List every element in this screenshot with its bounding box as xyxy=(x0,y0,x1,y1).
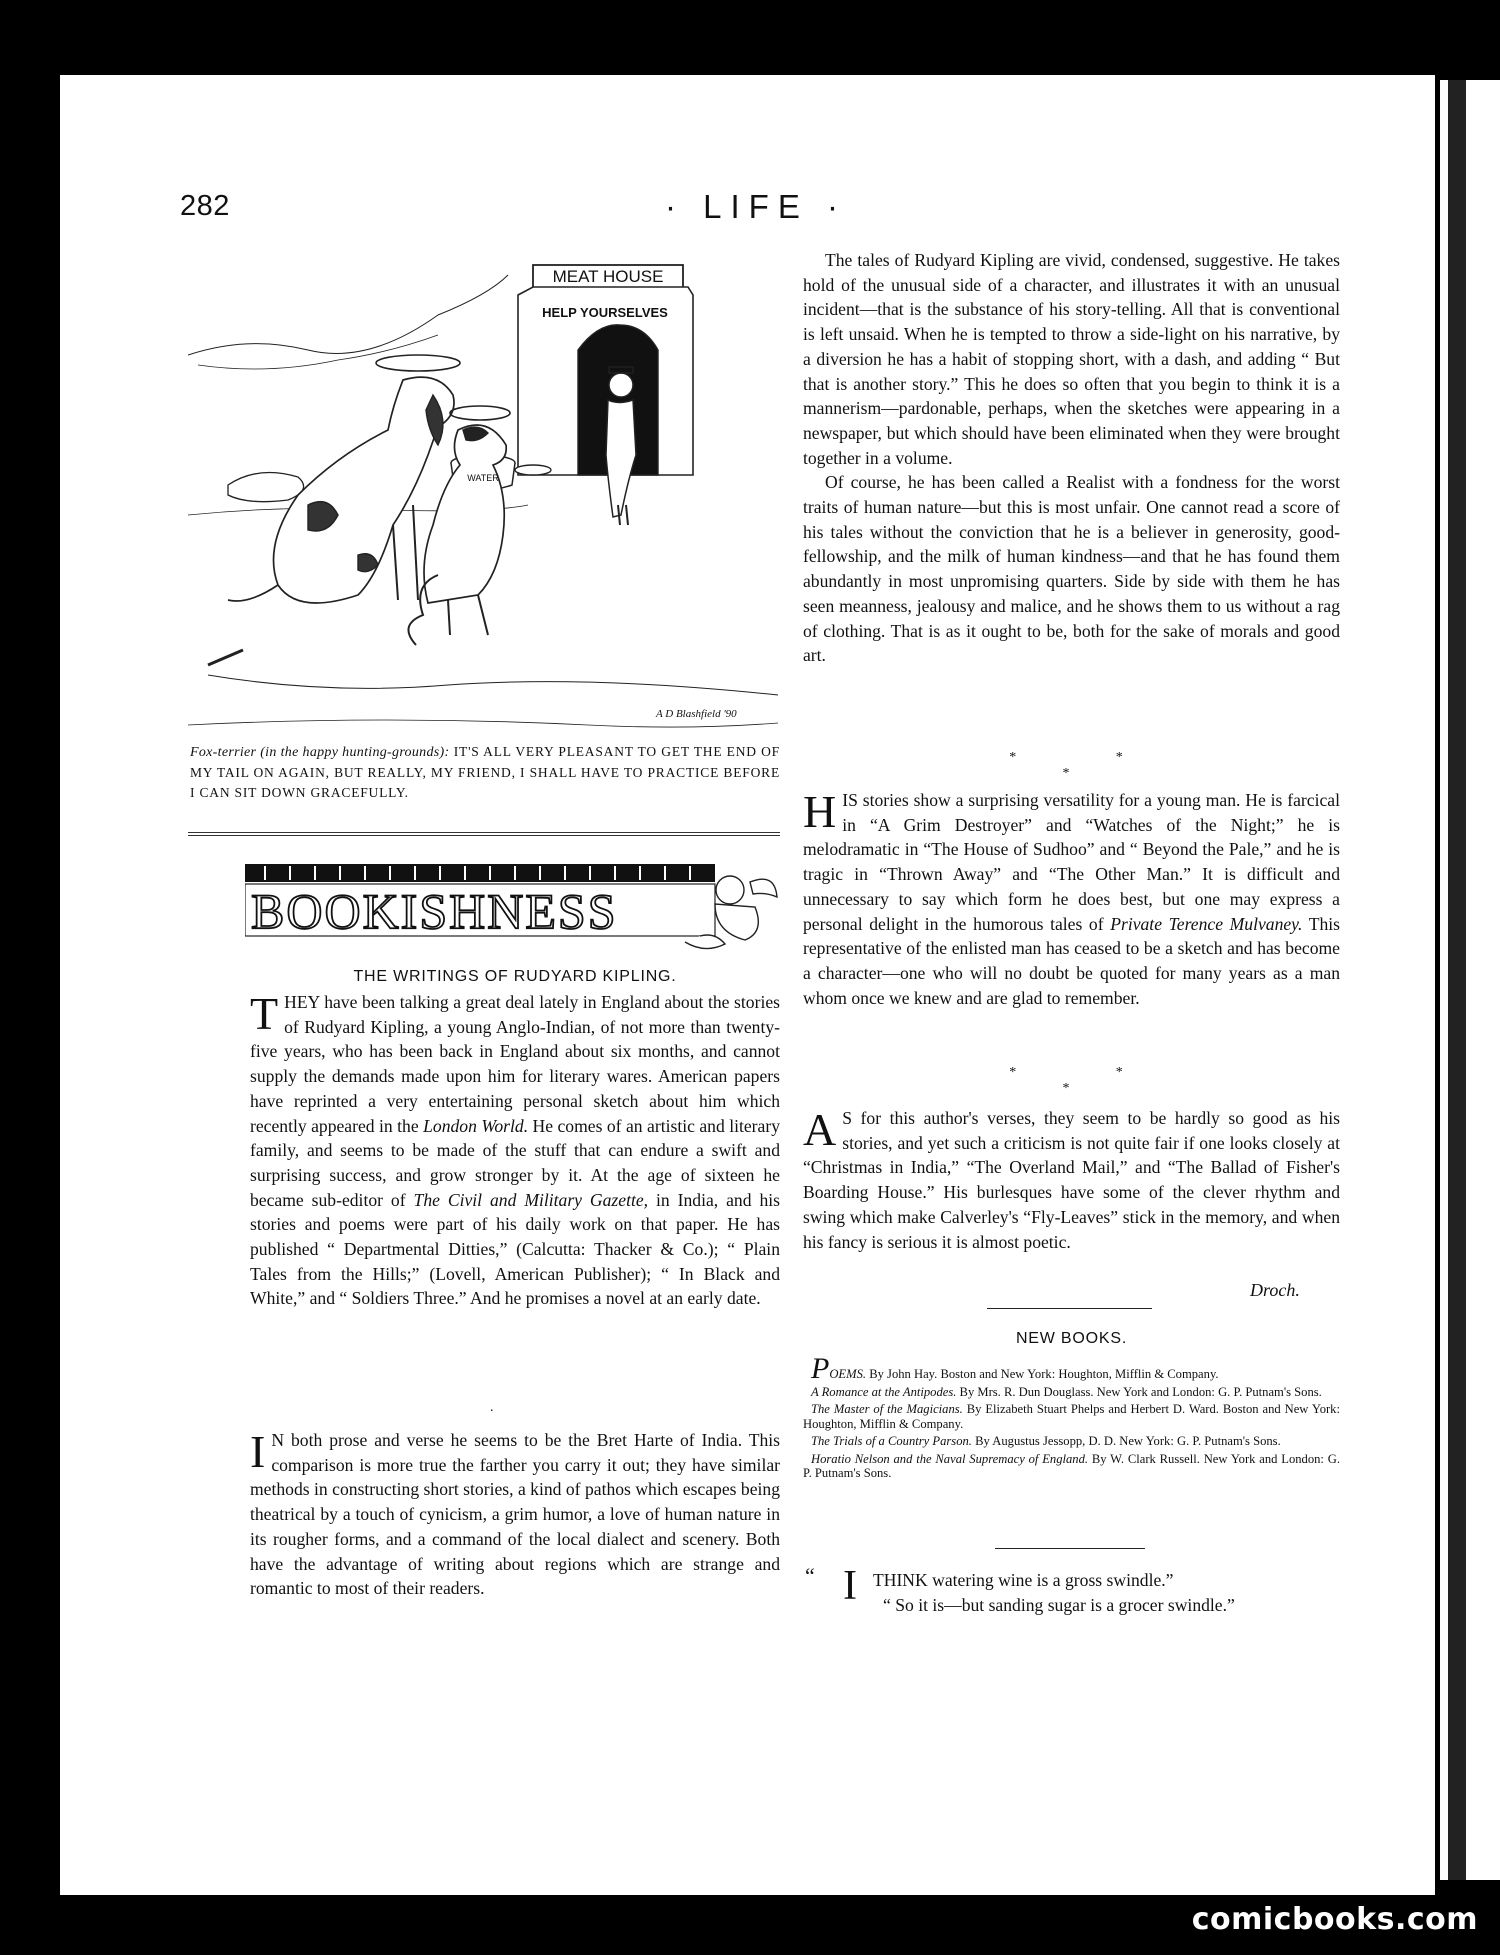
next-page-edge xyxy=(1440,80,1500,1880)
article-right-column-2 xyxy=(803,788,1340,1010)
drop-cap-h: H xyxy=(803,786,837,837)
paragraph-4: Of course, he has been called a Realist with a fondness for the worst traits of human nature—but this is most unfair. One cannot read a score of his tales without the conviction that he is a believer in generosity, good-fellowship, and the milk of human kindness—and that he has found them abundantly in most unpromising quarters. Side by side with them he has seen meanness, jealousy and malice, and he shows them to us without a rag of clothing. That is as it ought to be, both for the sake of morals and good art. xyxy=(803,472,1340,666)
paragraph-2: I N both prose and verse he seems to be the Bret Harte of India. This comparison is more true the farther you carry it out; they have similar methods in constructing short stories, a kind of pathos which escapes being theatrical by a touch of cynicism, a grim humor, a love of human nature in its rougher forms, and a command of the local dialect and scenery. Both have the advantage of writing about regions which are strange and romantic to most of their readers. xyxy=(250,1426,780,1599)
artist-signature: A D Blashfield '90 xyxy=(656,708,737,720)
illustration-caption xyxy=(190,742,780,803)
bookishness-title: BOOKISHNESS xyxy=(251,883,618,939)
book-entry: The Master of the Magicians. By Elizabeth Stuart Phelps and Herbert D. Ward. Boston and New York: Houghton, Mifflin & Company. xyxy=(803,1402,1340,1431)
dogs-heaven-illustration xyxy=(188,255,778,735)
article-right-column-3 xyxy=(803,1106,1340,1254)
article-right-column xyxy=(803,248,1340,668)
drop-cap-i: I xyxy=(250,1426,266,1477)
section-dot: . xyxy=(490,1400,542,1415)
paragraph-5: HIS stories show a surprising versatility for a young man. He is farcical in “A Grim Destroyer” and “Watches of the Night;” he is melodramatic in “The House of Sudhoo” and “ Beyond the Pale,” and he is tragic in “Thrown Away” and “The Other Man.” It is difficult and unnecessary to say which form he does best, but one may express a personal delight in the humorous tales of Private Terence Mulvaney. This representative of the enlisted man has ceased to be a sketch and has become a character—one who will no doubt be quoted for many years as a man whom once we knew and are glad to remember. xyxy=(803,786,1340,1008)
drop-cap-t: T xyxy=(250,988,279,1039)
caption-text: IT'S ALL VERY PLEASANT TO GET THE END OF MY TAIL ON AGAIN, BUT REALLY, MY FRIEND, I SHALL HAVE TO PRACTICE BEFORE I CAN SIT DOWN GRACEFULLY. xyxy=(190,744,780,800)
new-books-list xyxy=(803,1352,1340,1484)
cherub-icon xyxy=(685,876,777,949)
water-bowl-label: WATER xyxy=(467,473,499,483)
section-rule xyxy=(188,832,780,836)
section-stars-1: * * * xyxy=(1009,750,1171,781)
new-books-heading: NEW BOOKS. xyxy=(1015,1330,1128,1347)
masthead: · LIFE · xyxy=(665,188,848,225)
book-entry: A Romance at the Antipodes. By Mrs. R. Dun Douglass. New York and London: G. P. Putnam's Sons. xyxy=(811,1384,1322,1399)
article-heading: THE WRITINGS OF RUDYARD KIPLING. xyxy=(353,968,677,985)
help-yourselves-sign: HELP YOURSELVES xyxy=(542,305,668,320)
paragraph-6: A S for this author's verses, they seem to be hardly so good as his stories, and yet such a criticism is not quite fair if one looks closely at “Christmas in India,” “The Overland Mail,” and “The Ballad of Fisher's Boarding House.” His burlesques have some of the clever rhythm and swing which make Calverley's “Fly-Leaves” stick in the memory, and when his fancy is serious it is almost poetic. xyxy=(803,1104,1340,1252)
book-entry: The Trials of a Country Parson. By Augustus Jessopp, D. D. New York: G. P. Putnam's Sons. xyxy=(811,1434,1281,1448)
caption-speaker: Fox-terrier (in the happy hunting-grounds): xyxy=(190,745,450,760)
author-signature: Droch. xyxy=(1250,1280,1300,1300)
books-rule-top xyxy=(987,1308,1152,1309)
article-left-column xyxy=(250,990,780,1311)
book-entry: POEMS. By John Hay. Boston and New York: Houghton, Mifflin & Company. xyxy=(811,1352,1219,1385)
book-entry: Horatio Nelson and the Naval Supremacy of England. By W. Clark Russell. New York and London: G. P. Putnam's Sons. xyxy=(803,1451,1340,1480)
paragraph-3: The tales of Rudyard Kipling are vivid, condensed, suggestive. He takes hold of the unusual side of a character, and illustrates it with an unusual incident—that is the substance of his story-telling. All that is conventional is left unsaid. When he is tempted to throw a side-light on his narrative, by a diversion he has a habit of stopping short, with a dash, and adding “ But that is another story.” This he does so often that you begin to think it is a mannerism—pardonable, perhaps, when the sketches were appearing in a newspaper, but which should have been eliminated when they were brought together in a volume. xyxy=(803,250,1340,468)
section-stars-2: * * * xyxy=(1009,1065,1171,1096)
bookishness-banner xyxy=(245,862,780,954)
books-rule-bottom xyxy=(995,1548,1145,1549)
page-number: 282 xyxy=(180,190,230,222)
article-left-column-2 xyxy=(250,1428,780,1601)
drop-cap-a: A xyxy=(803,1104,837,1155)
site-watermark: comicbooks.com xyxy=(1191,1902,1478,1937)
paragraph-1: THEY have been talking a great deal lately in England about the stories of Rudyard Kipling, a young Anglo-Indian, of not more than twenty-five years, who has been back in England about six months, and cannot supply the demands made upon him for literary wares. American papers have reprinted a very entertaining personal sketch about him which recently appeared in the London World. He comes of an artistic and literary family, and seems to be made of the stuff that can endure a swift and surprising success, and grow stronger by it. At the age of sixteen he became sub-editor of The Civil and Military Gazette, in India, and his stories and poems were part of his daily work on that paper. He has published “ Departmental Ditties,” (Calcutta: Thacker & Co.); “ Plain Tales from the Hills;” (Lovell, American Publisher); “ In Black and White,” and “ Soldiers Three.” And he promises a novel at an early date. xyxy=(250,988,780,1309)
meat-house-sign: MEAT HOUSE xyxy=(552,267,664,286)
